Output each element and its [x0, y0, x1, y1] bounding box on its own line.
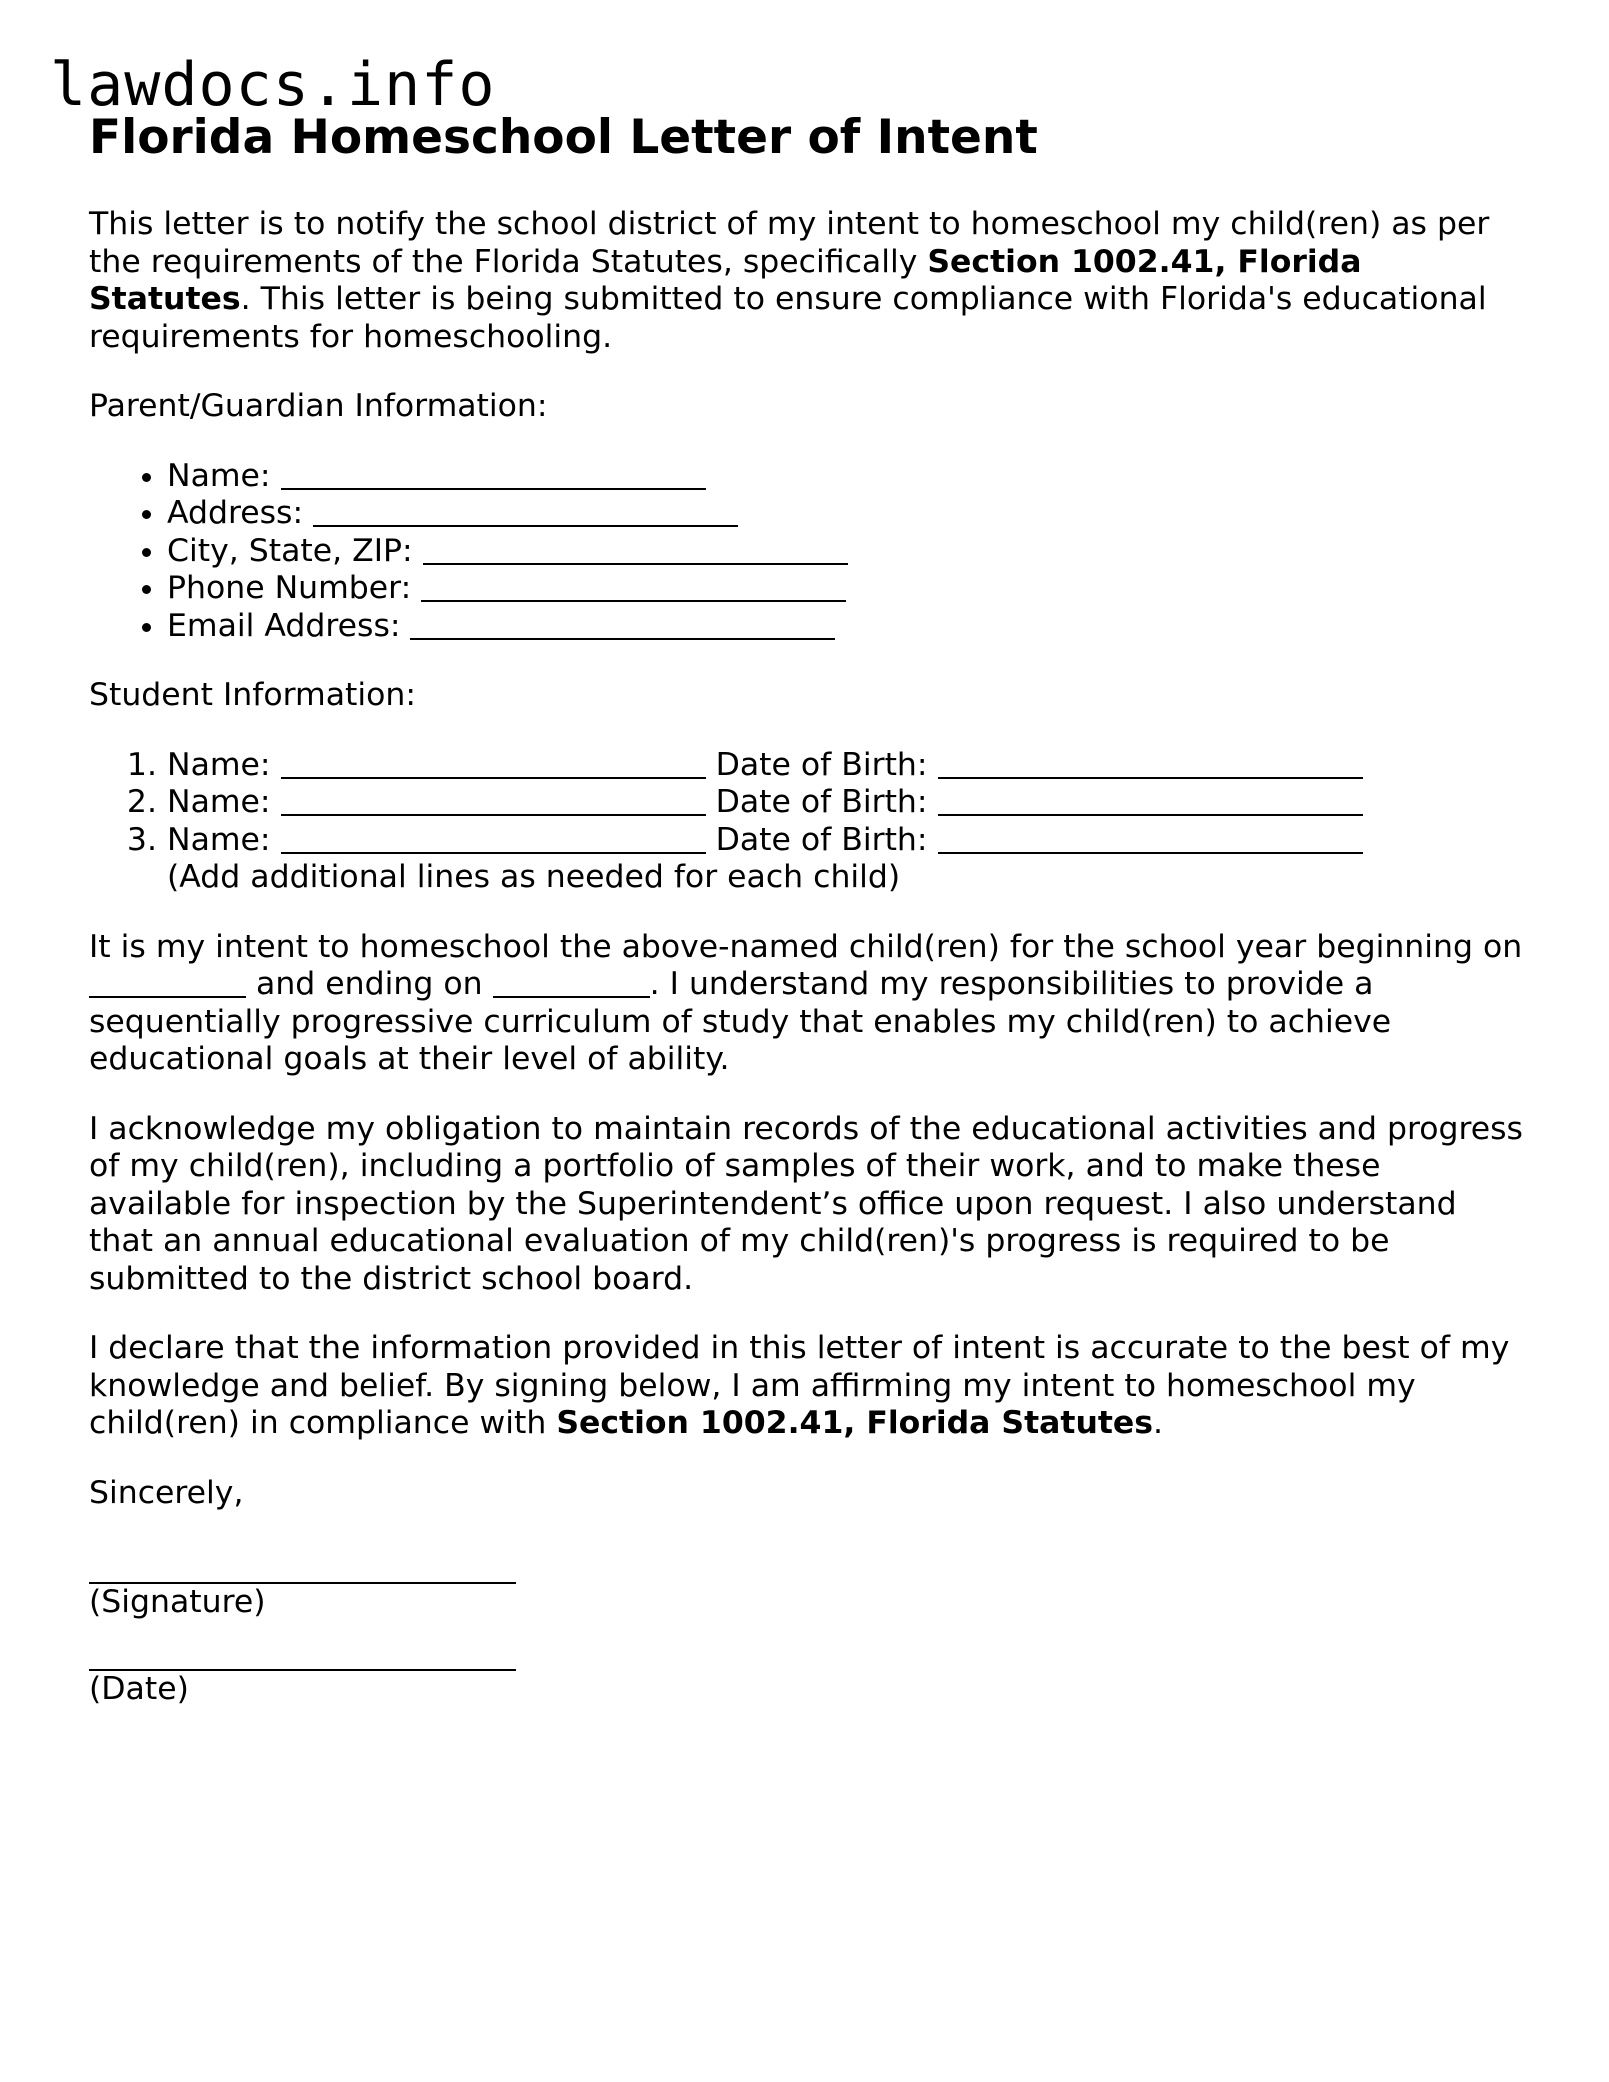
phone-blank-line[interactable]	[421, 570, 846, 602]
intent-paragraph	[89, 929, 1529, 1079]
end-date-blank[interactable]	[493, 966, 650, 998]
student-info-list	[89, 747, 1529, 860]
parent-field-name	[167, 458, 1529, 496]
student-dob-label: Date of Birth:	[715, 784, 928, 820]
name-blank-line[interactable]	[281, 458, 706, 490]
student-section-label: Student Information:	[89, 677, 416, 713]
student-name-blank[interactable]	[281, 822, 706, 854]
signature-label: (Signature)	[89, 1584, 266, 1620]
parent-field-phone	[167, 570, 1529, 608]
student-dob-label: Date of Birth:	[715, 746, 928, 783]
start-date-blank[interactable]	[89, 966, 246, 998]
address-blank-line[interactable]	[313, 495, 738, 527]
site-watermark: lawdocs.info	[50, 50, 496, 120]
intro-paragraph	[89, 206, 1529, 356]
declaration-text-1: I declare that the information provided in this letter of intent is accurate to the best of my knowledge and belief. By signing below, I am affirming my intent to homeschool my child(ren) in compliance with	[89, 1330, 1510, 1441]
student-row-3	[167, 822, 1529, 860]
student-dob-blank[interactable]	[938, 822, 1363, 854]
student-name-label: Name:	[167, 821, 271, 858]
student-name-blank[interactable]	[281, 784, 706, 816]
parent-section-label: Parent/Guardian Information:	[89, 388, 548, 424]
parent-field-city	[167, 533, 1529, 571]
closing-salutation: Sincerely,	[89, 1474, 244, 1511]
signature-line[interactable]	[89, 1552, 516, 1584]
letter-document	[89, 110, 1529, 1708]
date-line[interactable]	[89, 1639, 516, 1671]
email-blank-line[interactable]	[410, 608, 835, 640]
field-label: Name:	[167, 457, 271, 494]
intro-text-2: . This letter is being submitted to ensure compliance with Florida's educational requirements for homeschooling.	[89, 281, 1487, 355]
page-title: Florida Homeschool Letter of Intent	[89, 110, 1038, 165]
field-label: City, State, ZIP:	[167, 532, 413, 569]
student-name-label: Name:	[167, 746, 271, 783]
student-row-1	[167, 747, 1529, 785]
student-name-blank[interactable]	[281, 747, 706, 779]
student-note: (Add additional lines as needed for each child)	[167, 859, 901, 895]
student-dob-label: Date of Birth:	[715, 821, 928, 858]
field-label: Phone Number:	[167, 570, 412, 606]
student-dob-blank[interactable]	[938, 784, 1363, 816]
student-row-2	[167, 784, 1529, 822]
declaration-statute: Section 1002.41, Florida Statutes	[556, 1405, 1154, 1441]
declaration-text-2: .	[1153, 1405, 1164, 1441]
parent-field-email	[167, 608, 1529, 646]
intro-text-1: This letter is to notify the school district of my intent to homeschool my child(ren) as per the requirements of the Florida Statutes, specifically	[89, 206, 1490, 280]
records-paragraph: I acknowledge my obligation to maintain records of the educational activities and progress of my child(ren), including a portfolio of samples of their work, and to make these available for inspection by the Superintendent’s office upon request. I also understand that an annual educational evaluation of my child(ren)'s progress is required to be submitted to the district school board.	[89, 1110, 1523, 1297]
intro-statute: Section 1002.41, Florida Statutes	[89, 243, 1362, 317]
intent-text-3: . I understand my responsibilities to provide a sequentially progressive curriculum of study that enables my child(ren) to achieve educational goals at their level of ability.	[89, 966, 1392, 1077]
declaration-paragraph	[89, 1330, 1529, 1443]
parent-info-list	[89, 458, 1529, 646]
student-dob-blank[interactable]	[938, 747, 1363, 779]
date-label: (Date)	[89, 1670, 189, 1707]
student-name-label: Name:	[167, 784, 271, 820]
intent-text-2: and ending on	[246, 966, 493, 1002]
intent-text-1: It is my intent to homeschool the above-named child(ren) for the school year beginning on	[89, 928, 1523, 965]
parent-field-address	[167, 495, 1529, 533]
field-label: Address:	[167, 495, 304, 531]
city-blank-line[interactable]	[423, 533, 848, 565]
field-label: Email Address:	[167, 607, 401, 644]
